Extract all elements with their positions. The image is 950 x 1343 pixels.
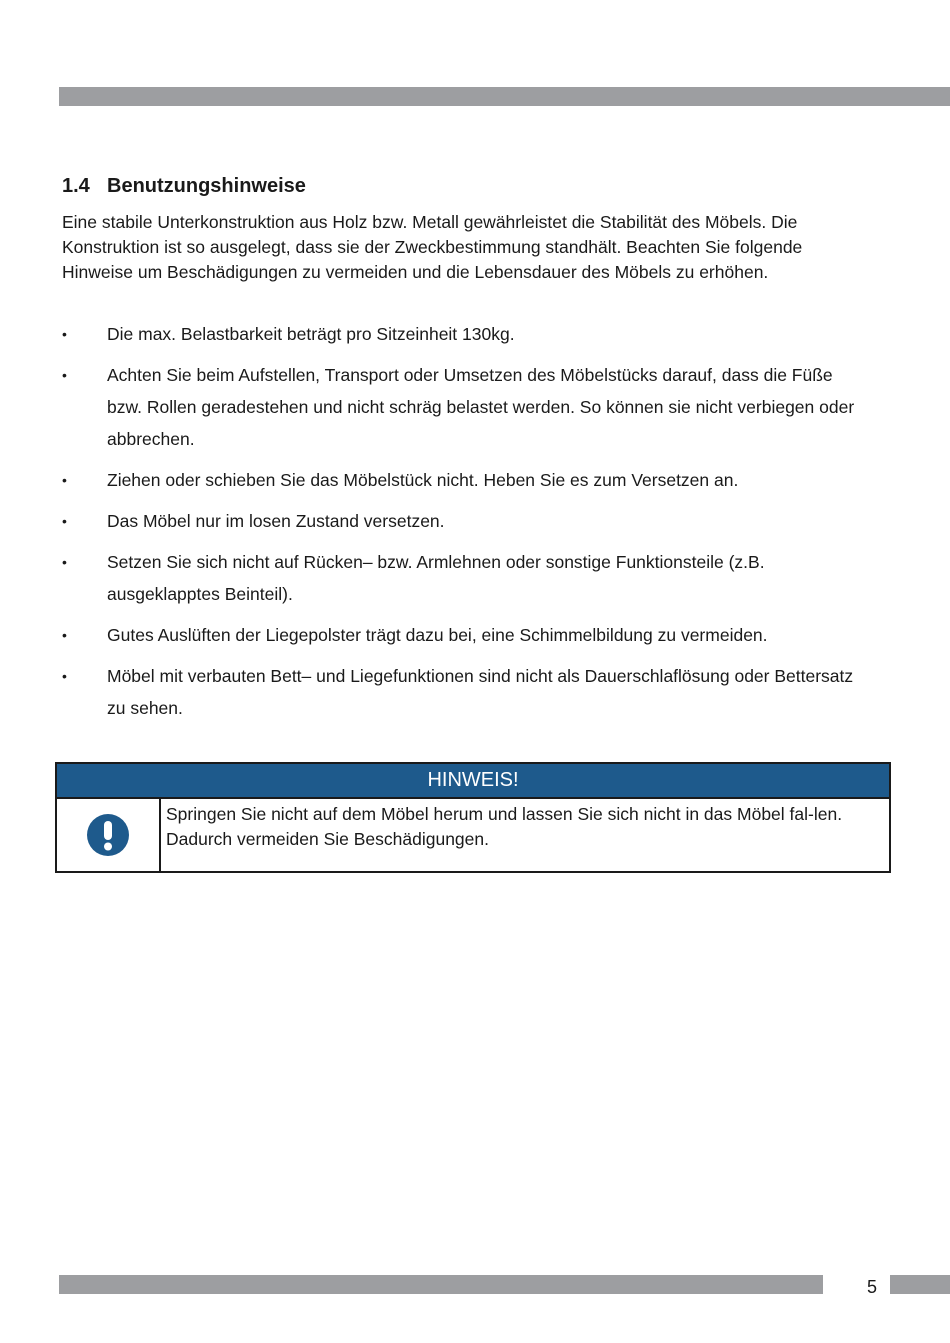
exclamation-icon [86,813,130,857]
list-item [62,318,872,350]
notice-box [55,762,891,873]
list-item [62,660,872,724]
section-number: 1.4 [62,175,90,197]
bullet-icon: • [62,668,67,684]
bullet-icon: • [62,627,67,643]
section-heading [62,174,306,198]
usage-notes-list [62,318,872,733]
list-item-text: Möbel mit verbauten Bett– und Liegefunktionen sind nicht als Dauerschlaflösung oder Bettersatz zu sehen. [107,666,854,718]
list-item-text: Achten Sie beim Aufstellen, Transport oder Umsetzen des Möbelstücks darauf, dass die Füße bzw. Rollen geradestehen und nicht schräg belastet werden. So können sie nicht verbiegen oder abbrechen. [107,365,855,449]
list-item-text: Die max. Belastbarkeit beträgt pro Sitzeinheit 130kg. [107,324,515,344]
header-bar [59,87,950,106]
list-item [62,359,872,455]
list-item [62,619,872,651]
bullet-icon: • [62,472,67,488]
notice-text: Springen Sie nicht auf dem Möbel herum und lassen Sie sich nicht in das Möbel fal-len. Dadurch vermeiden Sie Beschädigungen. [166,804,843,849]
bullet-icon: • [62,367,67,383]
footer-bar-right [890,1275,950,1294]
list-item-text: Das Möbel nur im losen Zustand versetzen. [107,511,445,531]
list-item-text: Gutes Auslüften der Liegepolster trägt dazu bei, eine Schimmelbildung zu vermeiden. [107,625,768,645]
list-item [62,546,872,610]
notice-icon-cell [57,799,161,871]
list-item [62,505,872,537]
footer-bar [59,1275,823,1294]
notice-body [57,799,889,871]
section-title: Benutzungshinweise [107,175,306,197]
bullet-icon: • [62,326,67,342]
list-item-text: Setzen Sie sich nicht auf Rücken– bzw. Armlehnen oder sonstige Funktionsteile (z.B. ausgeklapptes Beinteil). [107,552,765,604]
page-number: 5 [866,1277,877,1297]
bullet-icon: • [62,554,67,570]
list-item-text: Ziehen oder schieben Sie das Möbelstück nicht. Heben Sie es zum Versetzen an. [107,470,739,490]
list-item [62,464,872,496]
notice-title: HINWEIS! [57,764,889,799]
intro-paragraph: Eine stabile Unterkonstruktion aus Holz bzw. Metall gewährleistet die Stabilität des Möbels. Die Konstruktion ist so ausgelegt, dass sie der Zweckbestimmung standhält. Beachten Sie folgende Hinweise um Beschädigungen zu vermeiden und die Lebensdauer des Möbels zu erhöhen. [62,212,803,282]
bullet-icon: • [62,513,67,529]
